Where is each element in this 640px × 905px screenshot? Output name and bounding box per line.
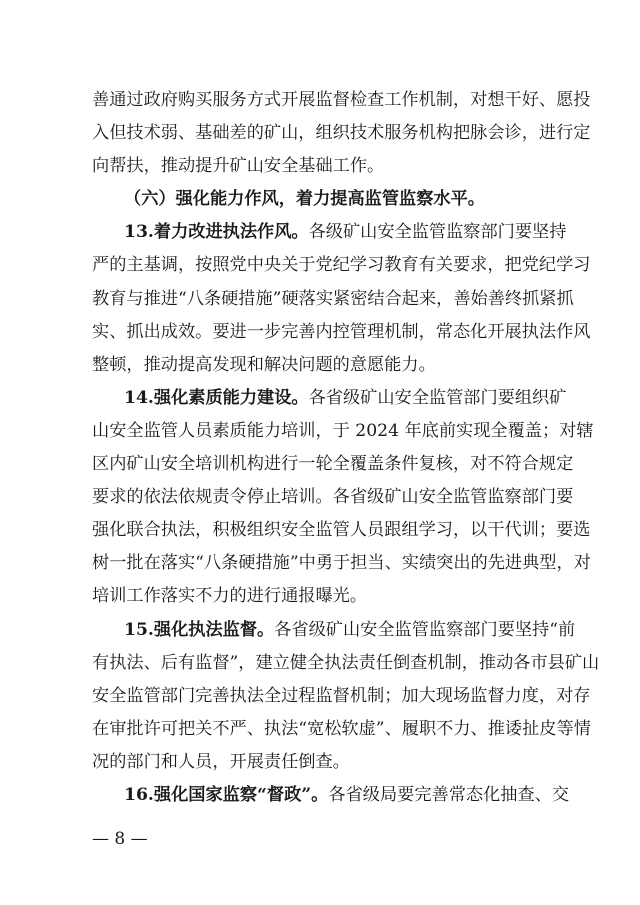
- text-line: 安全监管部门完善执法全过程监督机制；加大现场监督力度，对存: [92, 686, 591, 706]
- text-line: 要求的依法依规责令停止培训。各省级矿山安全监管监察部门要: [92, 487, 574, 507]
- paragraph-13-start: 13.着力改进执法作风。各级矿山安全监管监察部门要坚持: [124, 222, 567, 242]
- text-line: 区内矿山安全培训机构进行一轮全覆盖条件复核，对不符合规定: [92, 454, 574, 474]
- text-line: 善通过政府购买服务方式开展监督检查工作机制，对想干好、愿投: [92, 90, 591, 110]
- text-line: 山安全监管人员素质能力培训，于 2024 年底前实现全覆盖；对辖: [92, 421, 594, 441]
- section-heading: （六）强化能力作风，着力提高监管监察水平。: [124, 189, 485, 209]
- text-line: 入但技术弱、基础差的矿山，组织技术服务机构把脉会诊，进行定: [92, 123, 591, 143]
- paragraph-16-start: 16.强化国家监察“督政”。各省级局要完善常态化抽查、交: [124, 785, 570, 805]
- text-line: 向帮扶，推动提升矿山安全基础工作。: [92, 156, 385, 176]
- text-line: 树一批在落实“八条硬措施”中勇于担当、实绩突出的先进典型，对: [92, 553, 591, 573]
- paragraph-15-start: 15.强化执法监督。各省级矿山安全监管监察部门要坚持“前: [124, 620, 576, 640]
- text-line: 培训工作落实不力的进行通报曝光。: [92, 586, 368, 606]
- text-line: 实、抓出成效。要进一步完善内控管理机制，常态化开展执法作风: [92, 322, 591, 342]
- text-line: 严的主基调，按照党中央关于党纪学习教育有关要求，把党纪学习: [92, 255, 591, 275]
- paragraph-14-start: 14.强化素质能力建设。各省级矿山安全监管部门要组织矿: [124, 388, 567, 408]
- text-line: 强化联合执法，积极组织安全监管人员跟组学习，以干代训；要选: [92, 520, 591, 540]
- text-line: 在审批许可把关不严、执法“宽松软虚”、履职不力、推诿扯皮等情: [92, 719, 591, 739]
- text-line: 教育与推进“八条硬措施”硬落实紧密结合起来，善始善终抓紧抓: [92, 289, 574, 309]
- text-line: 况的部门和人员，开展责任倒查。: [92, 752, 350, 772]
- text-line: 有执法、后有监督”，建立健全执法责任倒查机制，推动各市县矿山: [92, 653, 600, 673]
- text-line: 整顿，推动提高发现和解决问题的意愿能力。: [92, 355, 436, 375]
- page-number: — 8 —: [92, 829, 148, 849]
